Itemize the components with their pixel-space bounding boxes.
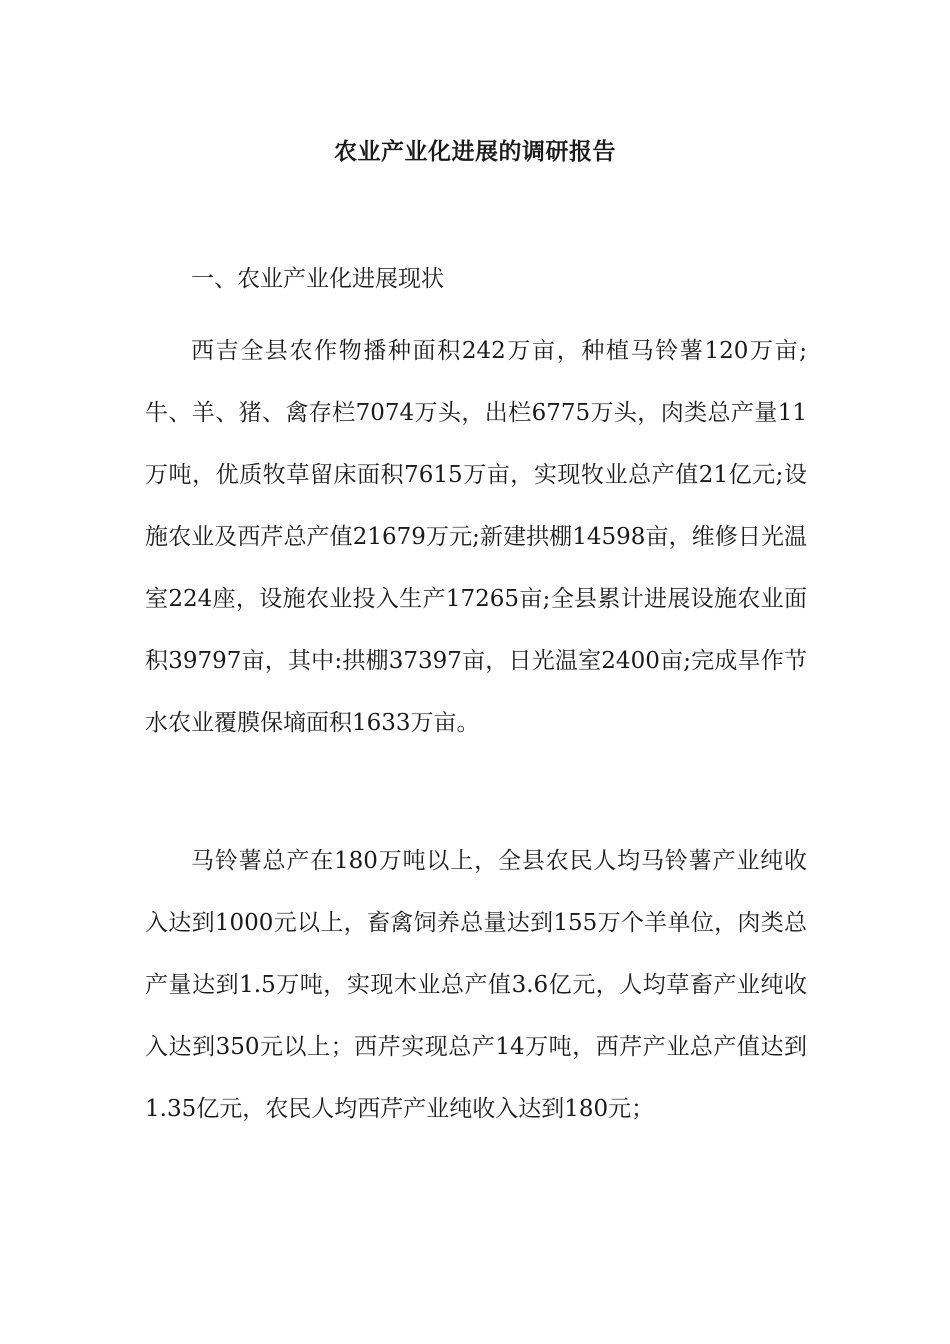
- document-title: 农业产业化进展的调研报告: [334, 138, 616, 165]
- section-heading: 一、农业产业化进展现状: [191, 266, 444, 292]
- paragraph-1: 西吉全县农作物播种面积242万亩，种植马铃薯120万亩;牛、羊、猪、禽存栏7074万头，出栏6775万头，肉类总产量11万吨，优质牧草留床面积7615万亩，实现牧业总产值21亿元;设施农业及西芹总产值21679万元;新建拱棚14598亩，维修日光温室224座，设施农业投入生产17265亩;全县累计进展设施农业面积39797亩，其中:拱棚37397亩，日光温室2400亩;完成旱作节水农业覆膜保墒面积1633万亩。: [145, 338, 807, 736]
- paragraph-2: 马铃薯总产在180万吨以上，全县农民人均马铃薯产业纯收入达到1000元以上，畜禽饲养总量达到155万个羊单位，肉类总产量达到1.5万吨，实现木业总产值3.6亿元，人均草畜产业纯收入达到350元以上；西芹实现总产14万吨，西芹产业总产值达到1.35亿元，农民人均西芹产业纯收入达到180元；: [145, 848, 807, 1122]
